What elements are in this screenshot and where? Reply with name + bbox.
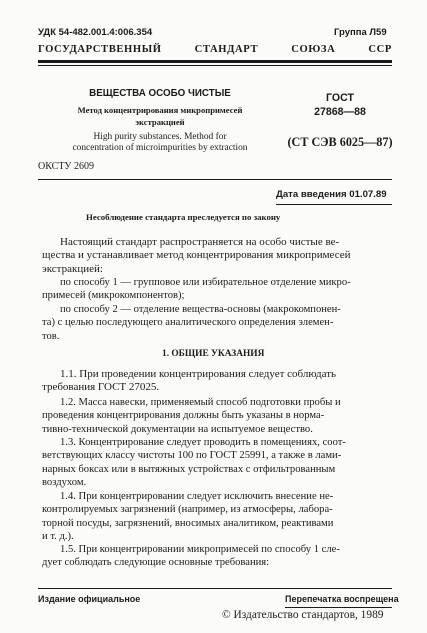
text-line: нарных боксах или в вытяжных устройствах с отфильтрованным [42, 463, 336, 475]
english-title-line2: concentration of microimpurities by extraction [72, 143, 248, 153]
method-2-paragraph [42, 303, 341, 343]
law-notice: Несоблюдение стандарта преследуется по закону [86, 212, 281, 222]
header-rule-thin [38, 65, 392, 66]
official-edition: Издание официальное [38, 594, 141, 604]
header-rule-thick [38, 60, 392, 63]
okstu-code: ОКСТУ 2609 [38, 161, 95, 172]
intro-date-rule [276, 204, 392, 205]
text-line: тивно-технической документации на испытуемое вещество. [42, 423, 313, 435]
clause-1-4 [42, 490, 333, 544]
text-line: 1.4. При концентрировании следует исключить внесение не- [60, 491, 334, 502]
english-title-line1: High purity substances. Method for [93, 132, 227, 142]
text-line: торной посуды, загрязнений, вносимых аналитиком, реактивами [42, 517, 334, 529]
udk-code: УДК 54-482.001.4:006.354 [38, 27, 153, 38]
text-line: по способу 1 — групповое или избирательное отделение микро- [60, 277, 351, 288]
clause-1-3 [42, 436, 346, 490]
text-line: экстракцией: [42, 262, 103, 275]
text-line: по способу 2 — отделение вещества-основы (макрокомпонен- [60, 304, 341, 315]
text-line: проведения концентрирования должны быть указаны в норма- [42, 410, 325, 422]
text-line: 1.1. При проведении концентрирования следует соблюдать [60, 368, 337, 380]
text-line: воздухом. [42, 477, 87, 489]
reprint-underline [285, 607, 392, 608]
text-line: примесей (микрокомпонентов); [42, 290, 185, 302]
text-line: тов. [42, 330, 60, 342]
clause-1-2 [42, 396, 341, 436]
text-line: контролируемых загрязнений (например, из атмосферы, лабора- [42, 504, 333, 516]
introduction-date: Дата введения 01.07.89 [276, 189, 387, 200]
text-line: 1.3. Концентрирование следует проводить в помещениях, соот- [60, 437, 346, 448]
text-line: щества и устанавливает метод концентрирования микропримесей [42, 249, 351, 262]
gost-label: ГОСТ [326, 92, 354, 104]
gost-number: 27868—88 [314, 106, 366, 118]
clause-1-5 [42, 543, 340, 570]
org-title: ГОСУДАРСТВЕННЫЙ СТАНДАРТ СОЮЗА ССР [38, 44, 392, 55]
standard-subtitle-line2: экстракцией [135, 117, 185, 127]
standard-title: ВЕЩЕСТВА ОСОБО ЧИСТЫЕ [89, 88, 231, 99]
title-bottom-rule [38, 179, 392, 180]
standard-subtitle-line1: Метод концентрирования микропримесей [77, 105, 243, 115]
text-line: дует соблюдать следующие основные требования: [42, 557, 270, 569]
st-sev-number: (СТ СЭВ 6025—87) [287, 135, 393, 149]
text-line: ветствующих классу чистоты 100 по ГОСТ 25991, а также в лами- [42, 450, 342, 462]
text-line: Настоящий стандарт распространяется на особо чистые ве- [60, 236, 340, 248]
reprint-notice: Перепечатка воспрещена [285, 594, 399, 604]
text-line: и т. д.). [42, 531, 74, 543]
text-line: 1.2. Масса навески, применяемый способ подготовки пробы и [60, 397, 341, 408]
method-1-paragraph [42, 276, 351, 303]
intro-paragraph [42, 236, 350, 276]
footer-rule [38, 588, 392, 589]
text-line: 1.5. При концентрировании микропримесей по способу 1 сле- [60, 544, 340, 555]
clause-1-1 [42, 368, 336, 395]
copyright: © Издательство стандартов, 1989 [222, 609, 384, 621]
group-code: Группа Л59 [334, 27, 387, 38]
text-line: требования ГОСТ 27025. [42, 381, 160, 394]
section-heading: 1. ОБЩИЕ УКАЗАНИЯ [162, 349, 265, 359]
text-line: та) с целью последующего аналитического определения элемен- [42, 317, 334, 329]
